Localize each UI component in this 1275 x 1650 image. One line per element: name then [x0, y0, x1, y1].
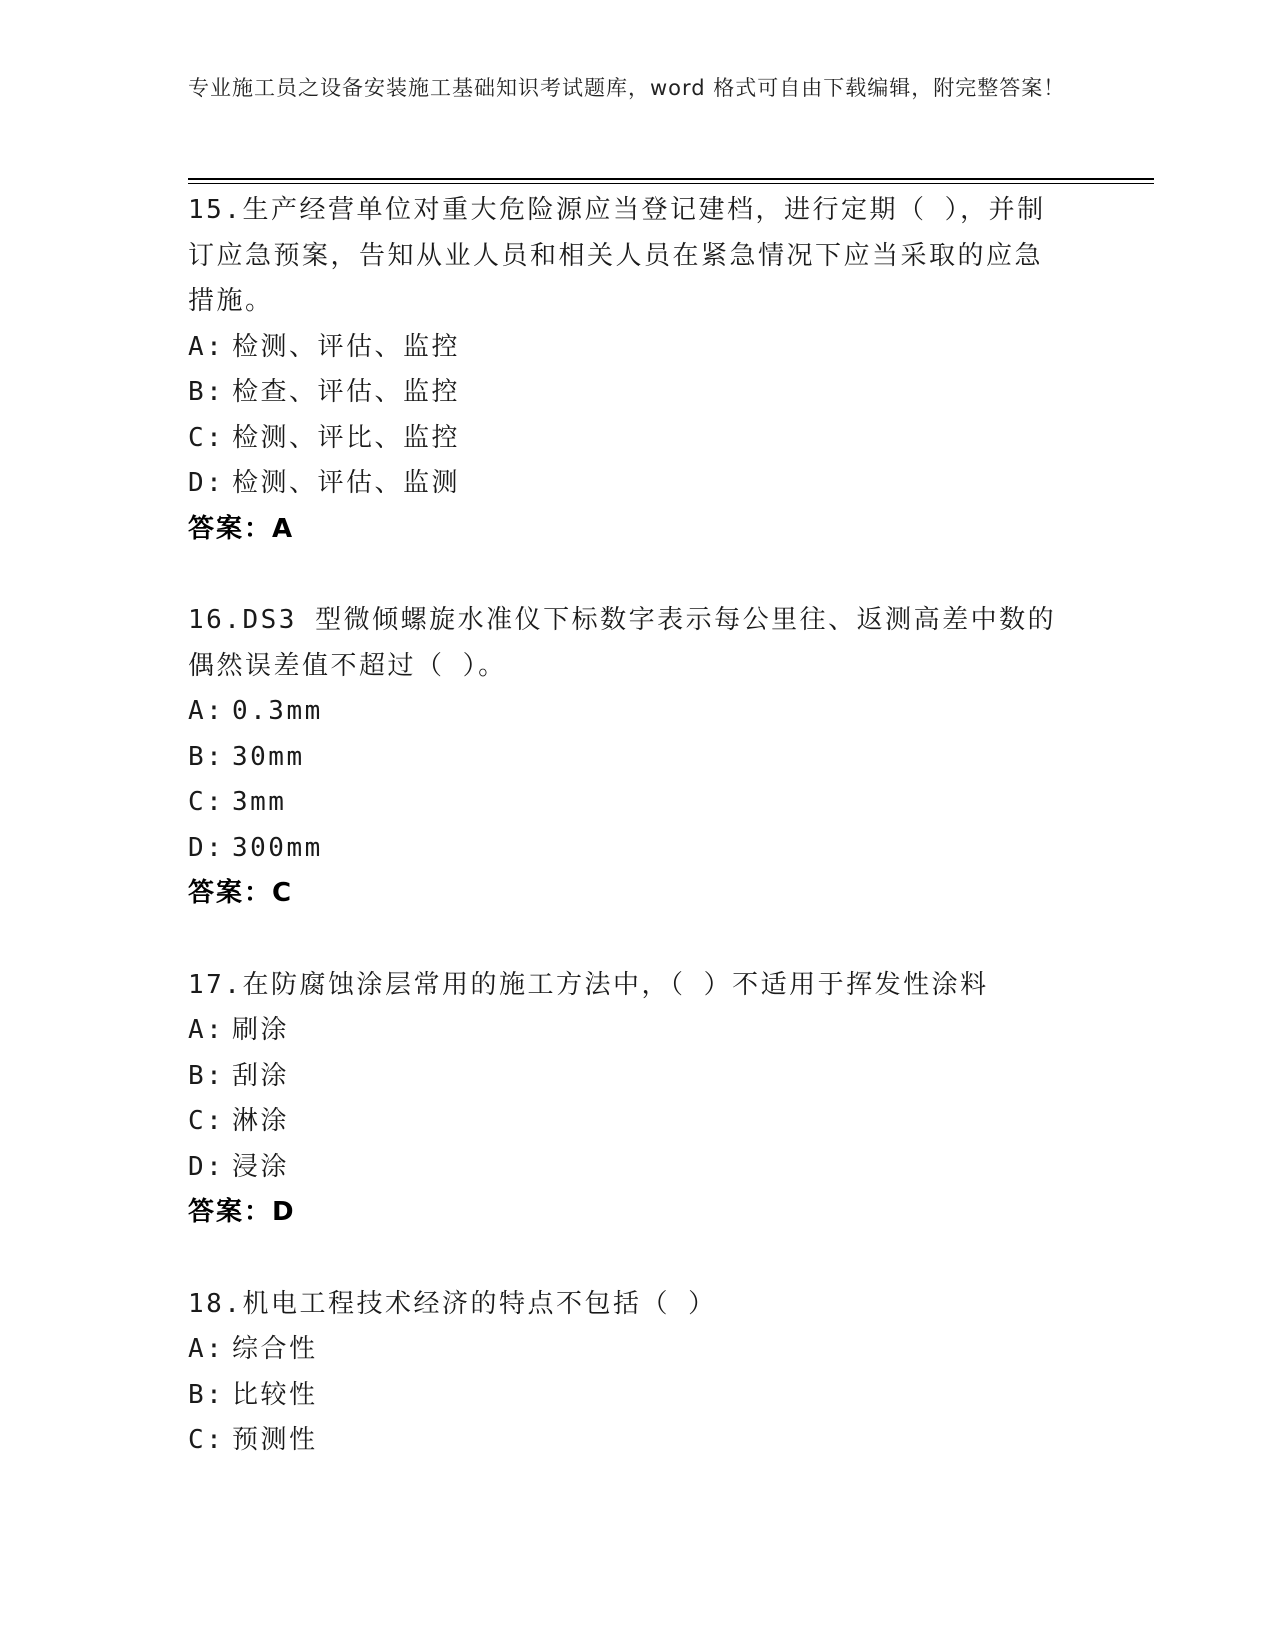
option-letter: C:	[188, 787, 225, 817]
option-d	[188, 461, 1068, 507]
option-a	[188, 689, 1068, 735]
answer-line: 答案：A	[188, 513, 295, 544]
option-text: 综合性	[232, 1334, 318, 1364]
option-letter: B:	[188, 1060, 225, 1091]
header-rule-thick	[188, 178, 1154, 180]
option-b	[188, 370, 1068, 416]
option-letter: C:	[188, 1106, 225, 1136]
option-a	[188, 325, 1068, 371]
question-17	[188, 963, 1068, 1236]
option-letter: A:	[188, 1015, 225, 1045]
option-text: 30mm	[232, 741, 305, 772]
option-letter: A:	[188, 331, 225, 362]
answer-line: 答案：C	[188, 878, 294, 908]
option-text: 刷涂	[232, 1015, 290, 1045]
option-letter: D:	[188, 468, 225, 498]
option-letter: A:	[188, 1334, 225, 1364]
option-b	[188, 735, 1068, 781]
option-d	[188, 826, 1068, 872]
option-a	[188, 1327, 1068, 1373]
option-text: 浸涂	[232, 1151, 290, 1182]
option-letter: D:	[188, 1151, 225, 1182]
option-text: 检测、评估、监测	[232, 468, 461, 498]
question-text: 16.DS3 型微倾螺旋水准仪下标数字表示每公里往、返测高差中数的偶然误差值不超过（ ）。	[188, 605, 1057, 681]
question-list	[188, 188, 1068, 1510]
option-d	[188, 1145, 1068, 1191]
option-c	[188, 1099, 1068, 1145]
question-18	[188, 1282, 1068, 1464]
option-a	[188, 1008, 1068, 1054]
option-letter: B:	[188, 377, 225, 407]
option-letter: C:	[188, 422, 225, 453]
answer-line: 答案：D	[188, 1197, 296, 1227]
option-text: 刮涂	[232, 1060, 290, 1091]
option-letter: B:	[188, 1379, 225, 1410]
header-rule-thin	[188, 183, 1154, 184]
option-text: 0.3mm	[232, 696, 323, 726]
option-b	[188, 1373, 1068, 1419]
option-c	[188, 416, 1068, 462]
option-letter: A:	[188, 696, 225, 726]
option-text: 淋涂	[232, 1106, 290, 1136]
question-text: 15.生产经营单位对重大危险源应当登记建档，进行定期（ ），并制订应急预案，告知从业人员和相关人员在紧急情况下应当采取的应急措施。	[188, 195, 1046, 316]
option-b	[188, 1054, 1068, 1100]
option-text: 3mm	[232, 787, 287, 817]
option-c	[188, 1418, 1068, 1464]
option-text: 检测、评估、监控	[232, 331, 461, 362]
option-text: 检测、评比、监控	[232, 422, 461, 453]
question-text: 17.在防腐蚀涂层常用的施工方法中，（ ）不适用于挥发性涂料	[188, 969, 989, 1000]
option-text: 预测性	[232, 1425, 318, 1455]
option-c	[188, 780, 1068, 826]
option-text: 比较性	[232, 1379, 318, 1410]
page-header: 专业施工员之设备安装施工基础知识考试题库，word 格式可自由下载编辑，附完整答案！	[188, 76, 1066, 100]
question-16	[188, 598, 1068, 917]
question-text: 18.机电工程技术经济的特点不包括（ ）	[188, 1288, 717, 1319]
option-letter: D:	[188, 832, 225, 863]
option-text: 300mm	[232, 832, 323, 863]
question-15	[188, 188, 1068, 552]
option-letter: B:	[188, 741, 225, 772]
option-letter: C:	[188, 1425, 225, 1455]
option-text: 检查、评估、监控	[232, 377, 461, 407]
